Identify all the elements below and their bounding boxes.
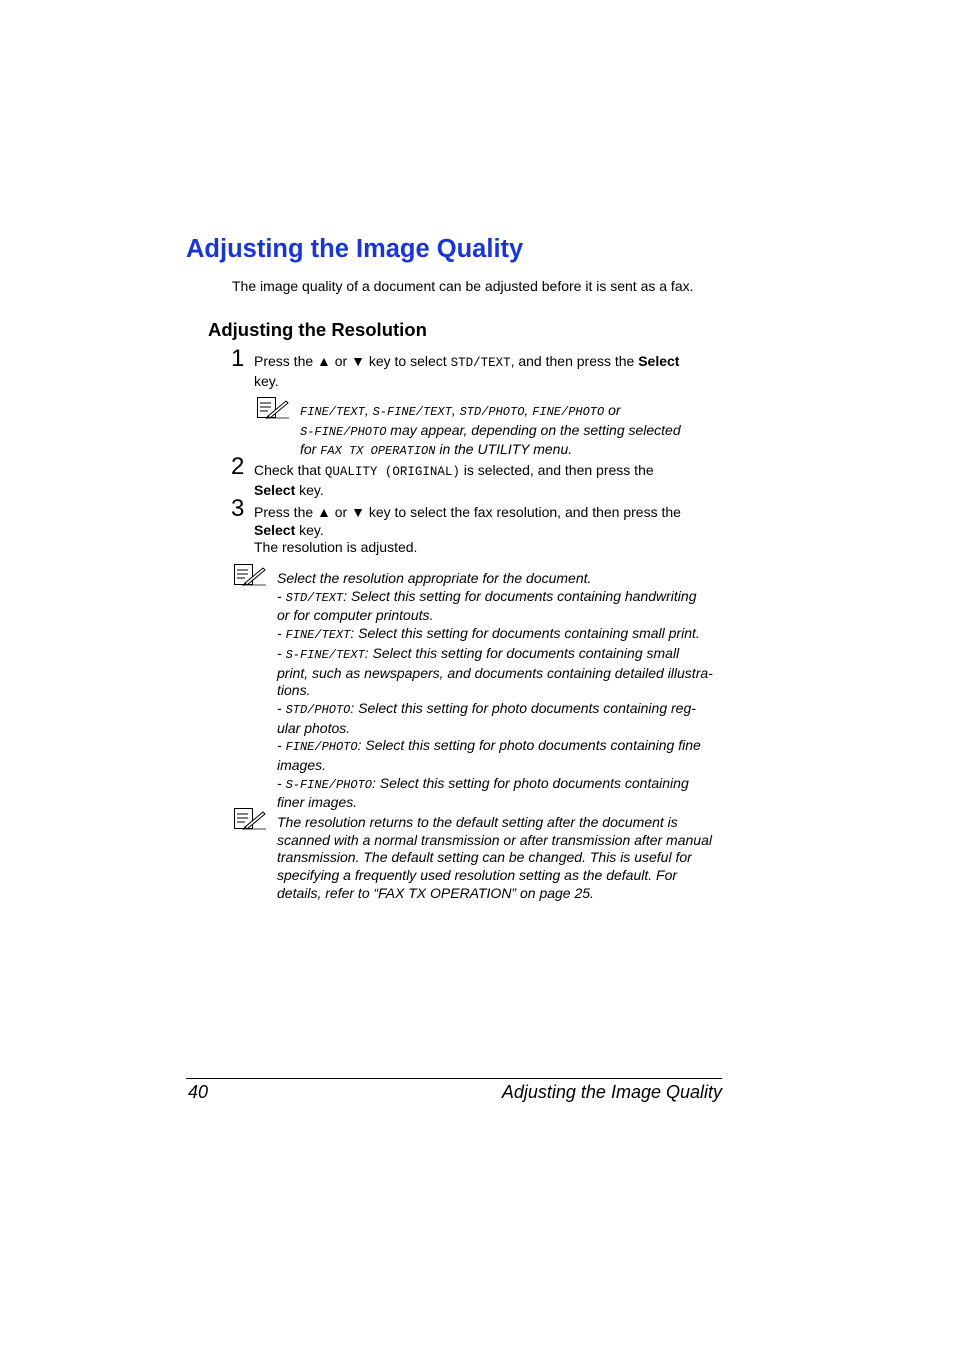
code-std-text: STD/TEXT (450, 356, 511, 370)
note-pencil-icon (256, 396, 290, 420)
step-3-text: Press the ▲ or ▼ key to select the fax resolution, and then press the Select key. The resolution is adjusted. (254, 504, 724, 557)
select-key-label: Select (254, 521, 296, 538)
note-2: Select the resolution appropriate for the document. - STD/TEXT: Select this setting for documents containing handwriting or for computer printouts. - FINE/TEXT: Select this setting for documents containing small print. - S-FINE/TEXT: Select this setting for documents containing small print, such as newspapers, and documents containing detailed illustra- tions. - STD/PHOTO: Select this setting for photo documents containing reg- ular photos. - FINE/PHOTO: Select this setting for photo documents containing fine images. - S-FINE/PHOTO: Select this setting for photo documents containing finer images. (277, 570, 713, 811)
intro-text: The image quality of a document can be adjusted before it is sent as a fax. (232, 278, 694, 294)
page-number: 40 (188, 1082, 209, 1102)
code-quality-original: QUALITY (ORIGINAL) (324, 465, 460, 479)
step-1-text: Press the ▲ or ▼ key to select STD/TEXT, and then press the Select key. (254, 353, 680, 389)
step-3-result: The resolution is adjusted. (254, 539, 418, 555)
step-2-number: 2 (231, 453, 245, 480)
note-3: The resolution returns to the default setting after the document is scanned with a normal transmission or after transmission after manual transmission. The default setting can be changed. This is useful for specifying a frequently used resolution setting as the default. For details, refer to “FAX TX OPERATION” on page 25. (277, 814, 712, 901)
note-1: FINE/TEXT, S-FINE/TEXT, STD/PHOTO, FINE/PHOTO or S-FINE/PHOTO may appear, depending on the setting selected for FAX TX OPERATION in the UTILITY menu. (300, 402, 681, 459)
select-key-label: Select (638, 353, 680, 369)
step-1-number: 1 (231, 345, 245, 372)
footer-section-title: Adjusting the Image Quality (501, 1082, 722, 1102)
footer-rule (186, 1078, 722, 1079)
note-pencil-icon (233, 563, 267, 587)
note-pencil-icon (233, 807, 267, 831)
step-2-text: Check that QUALITY (ORIGINAL) is selected, and then press the Select key. (254, 462, 654, 498)
page-title: Adjusting the Image Quality (186, 235, 524, 263)
section-heading: Adjusting the Resolution (208, 319, 427, 340)
step-3-number: 3 (231, 495, 245, 522)
select-key-label: Select (254, 481, 296, 498)
